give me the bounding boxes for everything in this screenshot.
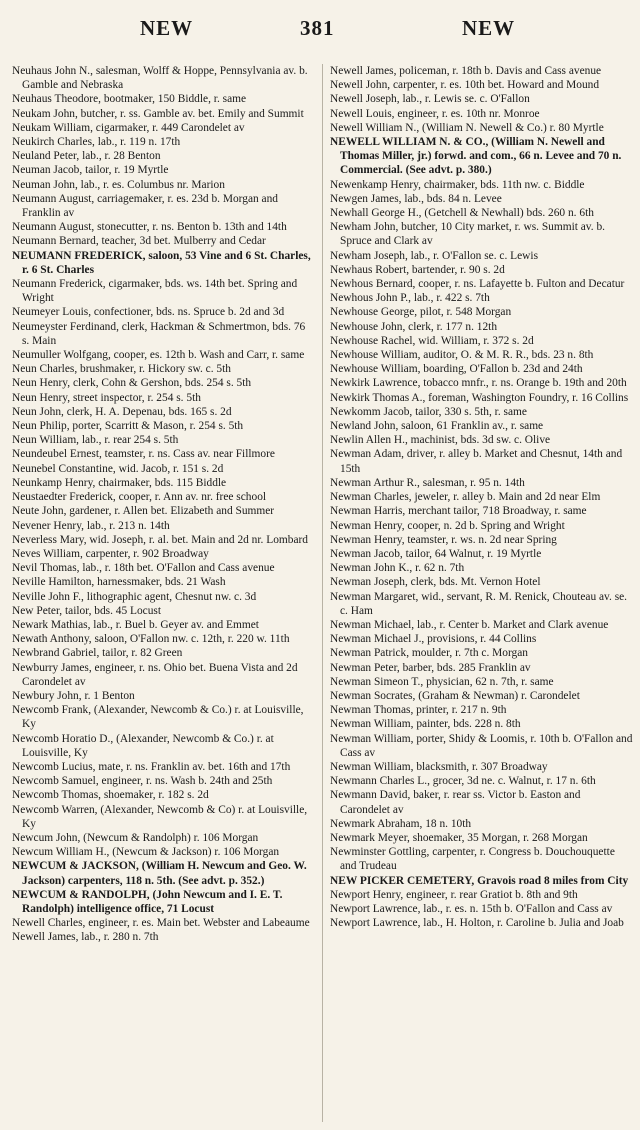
directory-entry: Nevil Thomas, lab., r. 18th bet. O'Fallon and Cass avenue	[12, 562, 275, 575]
directory-entry: Newell James, lab., r. 280 n. 7th	[12, 931, 159, 944]
directory-entry: Newell Louis, engineer, r. es. 10th nr. Monroe	[330, 107, 540, 120]
directory-entry: Newbury John, r. 1 Benton	[12, 689, 135, 702]
directory-entry: Neukirch Charles, lab., r. 119 n. 17th	[12, 136, 181, 149]
directory-entry: Newman Adam, driver, r. alley b. Market and Chesnut, 14th and 15th	[330, 448, 623, 475]
directory-entry: NEWCUM & RANDOLPH, (John Newcum and I. E. T. Randolph) intelligence office, 71 Locust	[12, 888, 283, 915]
running-head-right: NEW	[462, 16, 516, 40]
page-header	[0, 16, 640, 52]
directory-entry: Neville Hamilton, harnessmaker, bds. 21 Wash	[12, 576, 226, 589]
directory-entry: Newhouse William, boarding, O'Fallon b. 23d and 24th	[330, 363, 583, 376]
directory-entry: Newell James, policeman, r. 18th b. Davis and Cass avenue	[330, 65, 602, 77]
directory-entry: Neundeubel Ernest, teamster, r. ns. Cass av. near Fillmore	[12, 448, 275, 461]
directory-entry: Newark Mathias, lab., r. Buel b. Geyer av. and Emmet	[12, 618, 259, 631]
directory-entry: Newland John, saloon, 61 Franklin av., r. same	[330, 420, 544, 433]
directory-entry: Newcomb Frank, (Alexander, Newcomb & Co.) r. at Louisville, Ky	[12, 704, 304, 731]
directory-entry: Neuman Jacob, tailor, r. 19 Myrtle	[12, 164, 169, 177]
directory-entry: Newman Joseph, clerk, bds. Mt. Vernon Hotel	[330, 576, 541, 589]
directory-entry: Neuhaus John N., salesman, Wolff & Hoppe, Pennsylvania av. b. Gamble and Nebraska	[12, 65, 308, 92]
directory-entry: Nevener Henry, lab., r. 213 n. 14th	[12, 519, 170, 532]
directory-entry: Newman Simeon T., physician, 62 n. 7th, r. same	[330, 675, 554, 688]
directory-entry: Neun William, lab., r. rear 254 s. 5th	[12, 434, 179, 447]
directory-entry: Newhaus Robert, bartender, r. 90 s. 2d	[330, 263, 505, 276]
directory-entry: Newkomm Jacob, tailor, 330 s. 5th, r. same	[330, 405, 527, 418]
directory-entry: Newman William, porter, Shidy & Loomis, r. 10th b. O'Fallon and Cass av	[330, 732, 633, 759]
directory-entry: NEW PICKER CEMETERY, Gravois road 8 miles from City	[330, 874, 629, 887]
directory-entry: Newhouse George, pilot, r. 548 Morgan	[330, 306, 512, 319]
directory-entry: Newcomb Samuel, engineer, r. ns. Wash b. 24th and 25th	[12, 775, 273, 788]
directory-entry: Newman Charles, jeweler, r. alley b. Main and 2d near Elm	[330, 491, 601, 504]
directory-entry: Newhous Bernard, cooper, r. ns. Lafayette b. Fulton and Decatur	[330, 278, 625, 291]
directory-entry: Neun Henry, clerk, Cohn & Gershon, bds. 254 s. 5th	[12, 377, 252, 390]
directory-entry: Newell Charles, engineer, r. es. Main bet. Webster and Labeaume	[12, 917, 310, 930]
directory-entry: Newburry James, engineer, r. ns. Ohio bet. Buena Vista and 2d Carondelet av	[12, 661, 298, 688]
directory-entry: Neun Philip, porter, Scarritt & Mason, r. 254 s. 5th	[12, 420, 244, 433]
directory-column-right	[330, 64, 633, 930]
directory-entry: NEWCUM & JACKSON, (William H. Newcum and Geo. W. Jackson) carpenters, 118 n. 5th. (See advt. p. 352.)	[12, 860, 307, 887]
directory-entry: Neunkamp Henry, chairmaker, bds. 115 Biddle	[12, 476, 227, 489]
directory-entry: Newman Henry, cooper, n. 2d b. Spring and Wright	[330, 519, 565, 532]
directory-entry: Neverless Mary, wid. Joseph, r. al. bet. Main and 2d nr. Lombard	[12, 533, 308, 546]
directory-entry: Neuman John, lab., r. es. Columbus nr. Marion	[12, 178, 225, 191]
directory-entry: Newcum John, (Newcum & Randolph) r. 106 Morgan	[12, 831, 259, 844]
directory-entry: NEWELL WILLIAM N. & CO., (William N. Newell and Thomas Miller, jr.) forwd. and com., 66 n. Levee and 70 n. Commercial. (See advt. p. 380.)	[330, 136, 622, 177]
directory-column-left	[12, 64, 315, 945]
directory-entry: Newcomb Thomas, shoemaker, r. 182 s. 2d	[12, 789, 209, 802]
directory-entry: Newath Anthony, saloon, O'Fallon nw. c. 12th, r. 220 w. 11th	[12, 633, 290, 646]
directory-entry: Newell Joseph, lab., r. Lewis se. c. O'Fallon	[330, 93, 530, 106]
column-divider	[322, 64, 323, 1122]
directory-entry: Newham John, butcher, 10 City market, r. ws. Summit av. b. Spruce and Clark av	[330, 221, 605, 248]
directory-entry: Neumann Frederick, cigarmaker, bds. ws. 14th bet. Spring and Wright	[12, 278, 298, 305]
directory-entry: Newport Lawrence, lab., H. Holton, r. Caroline b. Julia and Joab	[330, 917, 624, 930]
directory-entry: Newman William, painter, bds. 228 n. 8th	[330, 718, 521, 731]
directory-entry: Newman Socrates, (Graham & Newman) r. Carondelet	[330, 689, 580, 702]
page-number: 381	[300, 16, 335, 40]
directory-entry: Newman Thomas, printer, r. 217 n. 9th	[330, 704, 507, 717]
directory-entry: Newport Henry, engineer, r. rear Gratiot b. 8th and 9th	[330, 888, 578, 901]
directory-entry: Neukam John, butcher, r. ss. Gamble av. bet. Emily and Summit	[12, 107, 304, 120]
directory-entry: Neunebel Constantine, wid. Jacob, r. 151 s. 2d	[12, 462, 224, 475]
directory-entry: Newhous John P., lab., r. 422 s. 7th	[330, 292, 490, 305]
directory-entry: Newminster Gottling, carpenter, r. Congress b. Douchouquette and Trudeau	[330, 846, 615, 873]
directory-entry: NEUMANN FREDERICK, saloon, 53 Vine and 6 St. Charles, r. 6 St. Charles	[12, 249, 311, 276]
directory-entry: Neumeyster Ferdinand, clerk, Hackman & Schmertmon, bds. 76 s. Main	[12, 320, 306, 347]
directory-entry: Newman Harris, merchant tailor, 718 Broadway, r. same	[330, 505, 587, 518]
directory-entry: Newmark Meyer, shoemaker, 35 Morgan, r. 268 Morgan	[330, 831, 588, 844]
directory-entry: Neumeyer Louis, confectioner, bds. ns. Spruce b. 2d and 3d	[12, 306, 285, 319]
directory-entry: Newman Michael, lab., r. Center b. Market and Clark avenue	[330, 618, 609, 631]
directory-entry: Newman Henry, teamster, r. ws. n. 2d near Spring	[330, 533, 557, 546]
directory-entry: Newkirk Lawrence, tobacco mnfr., r. ns. Orange b. 19th and 20th	[330, 377, 627, 390]
directory-entry: Newman Peter, barber, bds. 285 Franklin av	[330, 661, 531, 674]
directory-entry: Newmann David, baker, r. rear ss. Victor b. Easton and Carondelet av	[330, 789, 581, 816]
directory-entry: Neumann August, carriagemaker, r. es. 23d b. Morgan and Franklin av	[12, 192, 278, 220]
directory-entry: Newman William, blacksmith, r. 307 Broadway	[330, 760, 548, 773]
directory-entry: Neves William, carpenter, r. 902 Broadway	[12, 547, 209, 560]
directory-entry: Newmann Charles L., grocer, 3d ne. c. Walnut, r. 17 n. 6th	[330, 775, 596, 788]
directory-entry: Newenkamp Henry, chairmaker, bds. 11th nw. c. Biddle	[330, 178, 585, 191]
directory-entry: Newhouse William, auditor, O. & M. R. R., bds. 23 n. 8th	[330, 349, 594, 362]
directory-entry: Newman John K., r. 62 n. 7th	[330, 562, 465, 575]
running-head-left: NEW	[140, 16, 194, 40]
directory-entry: New Peter, tailor, bds. 45 Locust	[12, 604, 162, 617]
directory-entry: Newkirk Thomas A., foreman, Washington Foundry, r. 16 Collins	[330, 391, 629, 404]
directory-entry: Newport Lawrence, lab., r. es. n. 15th b. O'Fallon and Cass av	[330, 902, 613, 915]
directory-entry: Newgen James, lab., bds. 84 n. Levee	[330, 192, 502, 205]
directory-entry: Newham Joseph, lab., r. O'Fallon se. c. Lewis	[330, 249, 538, 262]
directory-entry: Newhall George H., (Getchell & Newhall) bds. 260 n. 6th	[330, 207, 594, 220]
directory-entry: Newmark Abraham, 18 n. 10th	[330, 817, 472, 830]
directory-entry: Newcomb Warren, (Alexander, Newcomb & Co) r. at Louisville, Ky	[12, 803, 308, 830]
directory-entry: Newcomb Horatio D., (Alexander, Newcomb & Co.) r. at Louisville, Ky	[12, 732, 274, 759]
directory-entry: Neuland Peter, lab., r. 28 Benton	[12, 150, 161, 163]
directory-entry: Newlin Allen H., machinist, bds. 3d sw. c. Olive	[330, 434, 551, 447]
directory-entry: Neumuller Wolfgang, cooper, es. 12th b. Wash and Carr, r. same	[12, 349, 305, 362]
directory-entry: Newcomb Lucius, mate, r. ns. Franklin av. bet. 16th and 17th	[12, 760, 291, 773]
directory-entry: Neville John F., lithographic agent, Chesnut nw. c. 3d	[12, 590, 257, 603]
directory-entry: Neustaedter Frederick, cooper, r. Ann av. nr. free school	[12, 491, 267, 504]
directory-entry: Neukam William, cigarmaker, r. 449 Carondelet av	[12, 121, 245, 134]
directory-entry: Newhouse Rachel, wid. William, r. 372 s. 2d	[330, 334, 534, 347]
directory-entry: Newbrand Gabriel, tailor, r. 82 Green	[12, 647, 183, 660]
directory-entry: Newell William N., (William N. Newell & Co.) r. 80 Myrtle	[330, 121, 604, 134]
directory-entry: Newhouse John, clerk, r. 177 n. 12th	[330, 320, 498, 333]
directory-entry: Newcum William H., (Newcum & Jackson) r. 106 Morgan	[12, 846, 280, 859]
directory-entry: Newman Jacob, tailor, 64 Walnut, r. 19 Myrtle	[330, 547, 542, 560]
directory-entry: Neumann Bernard, teacher, 3d bet. Mulberry and Cedar	[12, 235, 266, 248]
directory-entry: Newell John, carpenter, r. es. 10th bet. Howard and Mound	[330, 79, 600, 92]
directory-entry: Neuhaus Theodore, bootmaker, 150 Biddle, r. same	[12, 93, 247, 106]
directory-entry: Neute John, gardener, r. Allen bet. Elizabeth and Summer	[12, 505, 275, 518]
directory-entry: Newman Arthur R., salesman, r. 95 n. 14th	[330, 476, 525, 489]
directory-entry: Newman Michael J., provisions, r. 44 Collins	[330, 633, 537, 646]
directory-entry: Neun Charles, brushmaker, r. Hickory sw. c. 5th	[12, 363, 231, 376]
directory-entry: Neun John, clerk, H. A. Depenau, bds. 165 s. 2d	[12, 405, 232, 418]
directory-entry: Newman Patrick, moulder, r. 7th c. Morgan	[330, 647, 528, 660]
directory-entry: Neumann August, stonecutter, r. ns. Benton b. 13th and 14th	[12, 221, 287, 234]
directory-entry: Neun Henry, street inspector, r. 254 s. 5th	[12, 391, 201, 404]
directory-entry: Newman Margaret, wid., servant, R. M. Renick, Chouteau av. se. c. Ham	[330, 590, 628, 617]
